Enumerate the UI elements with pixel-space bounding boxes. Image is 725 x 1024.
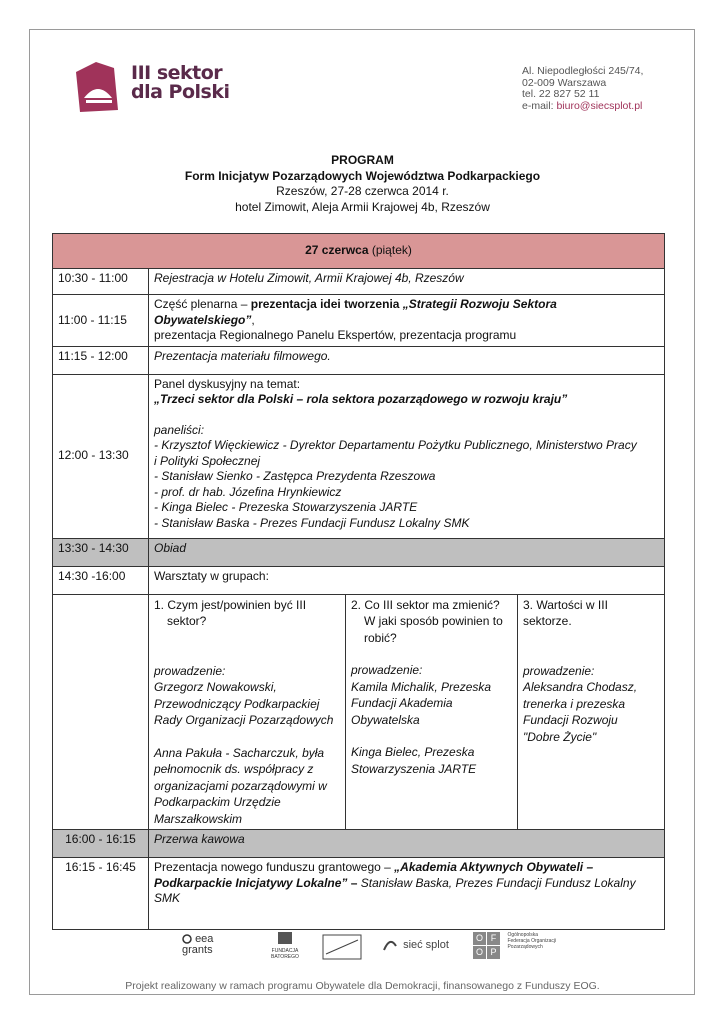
contact-address: Al. Niepodległości 245/74, 02-009 Warszawa tel. 22 827 52 11 e-mail: biuro@siecsplot.pl (522, 65, 644, 112)
footer-note: Projekt realizowany w ramach programu Obywatele dla Demokracji, finansowanego z Funduszy EOG. (125, 980, 600, 992)
splot-swirl-icon (380, 936, 400, 954)
table-row: 12:00 - 13:30 Panel dyskusyjny na temat: „Trzeci sektor dla Polski – rola sektora pozarządowego w rozwoju kraju” paneliści: - Krzysztof Więckiewicz - Dyrektor Departamentu Pożytku Publicznego, Ministerstwo Pracy i Polityki Społecznej - Stanisław Sienko - Zastępca Prezydenta Rzeszowa - prof. dr hab. Józefina Hrynkiewicz - Kinga Bielec - Prezeska Stowarzyszenia JARTE - Stanisław Baska - Prezes Fundacji Fundusz Lokalny SMK (53, 374, 665, 538)
workshop-1: 1. Czym jest/powinien być III sektor? prowadzenie: Grzegorz Nowakowski, Przewodniczący Podkarpackiej Rady Organizacji Pozarządowych Anna Pakuła - Sacharczuk, była pełnomocnik ds. współpracy z organizacjami pozarządowymi w Podkarpackim Urzędzie Marszałkowskim (154, 597, 334, 826)
program-subtitle: Form Inicjatyw Pozarządowych Województwa Podkarpackiego (184, 168, 541, 183)
document-header (0, 153, 725, 215)
workshop-2: 2. Co III sektor ma zmienić? W jaki sposób powinien to robić? prowadzenie: Kamila Michalik, Prezeska Fundacji Akademia Obywatelska Kinga Bielec, Prezeska Stowarzyszenia JARTE (346, 595, 518, 830)
sponsor-logos (170, 930, 570, 966)
batory-icon (275, 930, 295, 946)
email-link[interactable]: biuro@siecsplot.pl (556, 99, 643, 112)
table-row: 14:30 -16:00 Warsztaty w grupach: (53, 566, 665, 594)
workshops-row (53, 594, 665, 830)
table-row: 11:00 - 11:15 Część plenarna – prezentacja idei tworzenia „Strategii Rozwoju Sektora Obywatelskiego”, prezentacja Regionalnego Panelu Ekspertów, prezentacja programu (53, 295, 665, 347)
place-date: Rzeszów, 27-28 czerwca 2014 r. (276, 184, 449, 198)
table-row: 13:30 - 14:30 Obiad (53, 538, 665, 566)
partner-icon (322, 934, 362, 960)
table-row: 10:30 - 11:00 Rejestracja w Hotelu Zimowit, Armii Krajowej 4b, Rzeszów (53, 269, 665, 295)
table-row: 16:15 - 16:45 Prezentacja nowego funduszu grantowego – „Akademia Aktywnych Obywateli – Podkarpackie Inicjatywy Lokalne” – Stanisław Baska, Prezes Fundacji Fundusz Lokalny SMK (53, 858, 665, 930)
partner-logo (322, 934, 362, 965)
program-title: PROGRAM (331, 153, 394, 167)
siec-splot-logo: sieć splot (380, 936, 449, 954)
day-header-row: 27 czerwca (piątek) (53, 234, 665, 269)
venue: hotel Zimowit, Aleja Armii Krajowej 4b, Rzeszów (235, 199, 490, 214)
logo-wordmark: III sektor dla Polski (131, 62, 230, 103)
ofop-logo: O F O P Ogólnopolska Federacja Organizacji Pozarządowych (473, 932, 559, 959)
table-row: 16:00 - 16:15 Przerwa kawowa (53, 830, 665, 858)
table-row: 11:15 - 12:00 Prezentacja materiału filmowego. (53, 346, 665, 374)
eea-grants-logo: eea grants (182, 933, 214, 956)
eea-swirl-icon (182, 934, 192, 944)
program-table (52, 233, 665, 930)
workshops-table (149, 595, 664, 830)
batory-logo: FUNDACJA BATOREGO (267, 930, 303, 960)
workshop-3: 3. Wartości w III sektorze. prowadzenie: Aleksandra Chodasz, trenerka i prezeska Fundacji Rozwoju "Dobre Życie" (518, 595, 665, 830)
